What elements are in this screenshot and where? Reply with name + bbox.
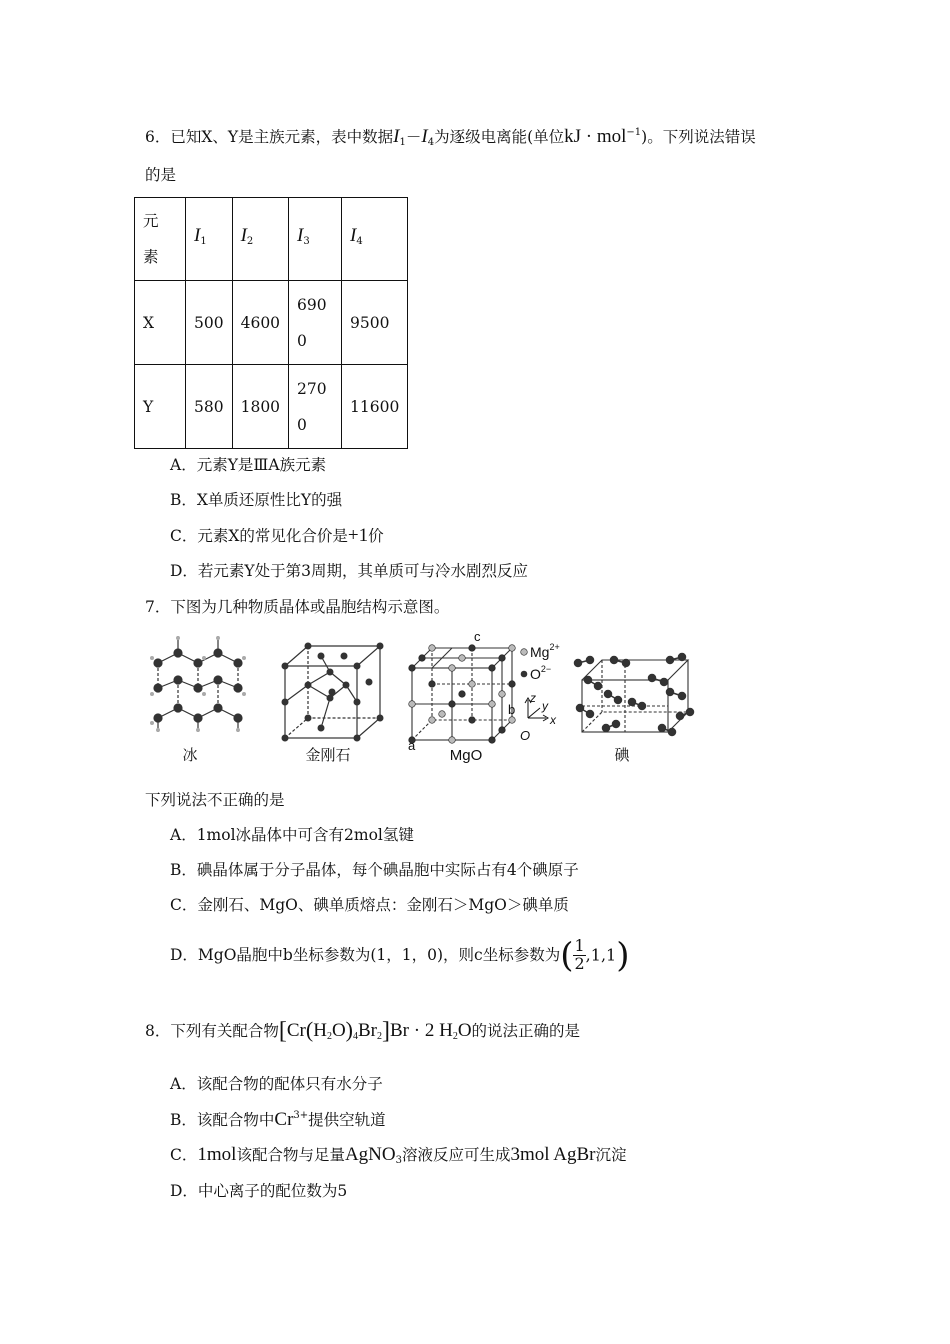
ice-label: 冰 (182, 747, 198, 764)
q6-option-c: C．元素X的常见化合价是+1价 (170, 525, 384, 546)
q8-option-c: C．1mol该配合物与足量AgNO$_3$溶液反应可生成3mol AgBr沉淀 (170, 1144, 627, 1166)
q8-stem: 8．下列有关配合物$[Cr(H_2O)_4Br_2]Br \cdot 2$ $H_2O$的说法正确的是 (145, 1017, 581, 1044)
mgo-ions (409, 645, 516, 744)
fraction-one-half: $\frac{1}{2}$ (574, 936, 585, 973)
q8-option-b: B．该配合物中$Cr^{3+}$提供空轨道 (170, 1109, 386, 1130)
header-i3: $I_3$ (289, 198, 342, 281)
q7-option-d: D．MgO晶胞中b坐标参数为(1，1，0)，则c坐标参数为( $\frac{1}{2}$ ,1,1) (170, 935, 630, 976)
table-row (135, 281, 408, 365)
q6-option-a: A．元素Y是ⅢA族元素 (170, 456, 327, 474)
mgo-label: MgO (449, 747, 483, 764)
q6-option-d: D．若元素Y处于第3周期，其单质可与冷水剧烈反应 (170, 562, 529, 580)
cell-i2: 1800 (232, 365, 288, 449)
q6-stem-line2: 的是 (145, 166, 177, 184)
axis-z-label: z (530, 691, 536, 705)
cell-i1: 500 (186, 281, 233, 365)
ionization-energy-table (134, 197, 408, 449)
cell-i2: 4600 (232, 281, 288, 365)
ice-structure (150, 636, 246, 732)
axis-x-label: x (550, 713, 556, 727)
iodine-molecules (575, 654, 694, 736)
header-i4: $I_4$ (342, 198, 408, 281)
diamond-atoms (282, 643, 384, 742)
cell-i3: 270 0 (289, 365, 342, 449)
axis-origin-label: O (520, 728, 531, 743)
row-element: Y (135, 365, 186, 449)
q8-option-d: D．中心离子的配位数为5 (170, 1182, 348, 1200)
q6-stem: 6．已知X、Y是主族元素，表中数据$I_1-I_4$为逐级电离能(单位kJ · mol$^{-1}$)。下列说法错误 (145, 126, 756, 148)
cell-i4: 11600 (342, 365, 408, 449)
q8-option-a: A．该配合物的配体只有水分子 (170, 1075, 383, 1093)
legend-mg: $Mg^{2+}$ (530, 642, 560, 660)
cell-i1: 580 (186, 365, 233, 449)
point-a-label: a (408, 738, 416, 753)
iodine-label: 碘 (614, 747, 630, 764)
point-b-label: b (508, 702, 516, 717)
cell-i4: 9500 (342, 281, 408, 365)
row-element: X (135, 281, 186, 365)
axis-y-label: y (542, 699, 548, 713)
point-c-label: c (474, 629, 481, 644)
complex-formula: $[Cr(H_2O)_4Br_2]Br \cdot 2$ $H_2O$ (278, 1017, 472, 1044)
header-i1: $I_1$ (186, 198, 233, 281)
q7-stem: 7．下图为几种物质晶体或晶胞结构示意图。 (145, 598, 450, 616)
crystal-structures-figure (140, 628, 700, 768)
header-element: 元 素 (135, 198, 186, 281)
table-row (135, 365, 408, 449)
legend-o: $O^{2-}$ (530, 664, 552, 682)
q7-option-b: B．碘晶体属于分子晶体，每个碘晶胞中实际占有4个碘原子 (170, 861, 579, 879)
diamond-label: 金刚石 (305, 747, 351, 764)
q7-option-c: C．金刚石、MgO、碘单质熔点：金刚石＞MgO＞碘单质 (170, 896, 569, 914)
q7-option-a: A．1mol冰晶体中可含有2mol氢键 (170, 826, 414, 844)
mgo-legend (521, 642, 560, 682)
q7-lead: 下列说法不正确的是 (145, 791, 285, 809)
header-i2: $I_2$ (232, 198, 288, 281)
iodine-unit-cell (582, 660, 688, 732)
cell-i3: 690 0 (289, 281, 342, 365)
q6-option-b: B．X单质还原性比Y的强 (170, 491, 343, 509)
